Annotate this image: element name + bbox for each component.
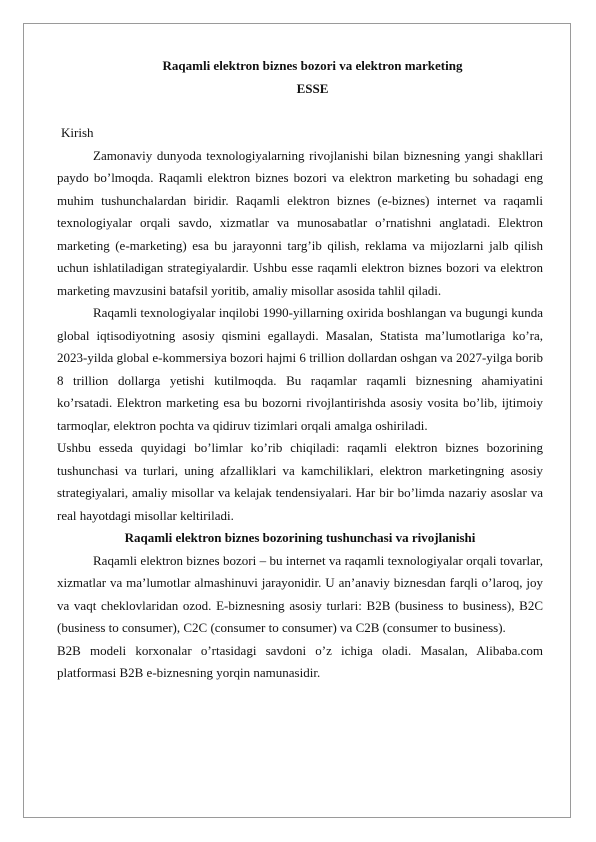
section-heading: Raqamli elektron biznes bozorining tushunchasi va rivojlanishi bbox=[124, 530, 476, 545]
paragraph-intro-2: Raqamli texnologiyalar inqilobi 1990-yillarning oxirida boshlangan va bugungi kunda global iqtisodiyotning asosiy qismini egallaydi. Masalan, Statista ma’lumotlariga ko’ra, 2023-yilda global e-kommersiya bozori hajmi 6 trillion dollardan oshgan va 2027-yilga borib 8 trillion dollarga yetishi kutilmoqda. Bu raqamlar raqamli biznesning ahamiyatini ko’rsatadi. Elektron marketing esa bu bozorni rivojlantirishda asosiy vosita bo’lib, ijtimoiy tarmoqlar, elektron pochta va qidiruv tizimlari orqali amalga oshiriladi. bbox=[57, 305, 543, 433]
paragraph-section-1: Raqamli elektron biznes bozori – bu internet va raqamli texnologiyalar orqali tovarlar, xizmatlar va ma’lumotlar almashinuvi jarayonidir. U an’anaviy biznesdan farqli o’laroq, joy va vaqt cheklovlaridan ozod. E-biznesning asosiy turlari: B2B (business to business), B2C (business to consumer), C2C (consumer to consumer) va C2B (consumer to business). bbox=[57, 552, 543, 635]
essay-body bbox=[57, 55, 543, 685]
document-subtitle: ESSE bbox=[296, 80, 329, 96]
paragraph-intro-1: Zamonaviy dunyoda texnologiyalarning rivojlanishi bilan biznesning yangi shakllari paydo bo’lmoqda. Raqamli elektron biznes bozori va elektron marketing bu sohadagi eng muhim tushunchalardan biridir. Raqamli elektron biznes (e-biznes) internet va raqamli texnologiyalar orqali savdo, xizmatlar va munosabatlar o’rnatishni anglatadi. Elektron marketing (e-marketing) esa bu jarayonni targ’ib qilish, reklama va mijozlarni jalb qilish uchun ishlatiladigan strategiyalardir. Ushbu esse raqamli elektron biznes bozori va elektron marketing mavzusini batafsil yoritib, amaliy misollar asosida tahlil qiladi. bbox=[57, 147, 543, 298]
paragraph-intro-3: Ushbu esseda quyidagi bo’limlar ko’rib chiqiladi: raqamli elektron biznes bozorining tushunchasi va turlari, uning afzalliklari va kamchiliklari, elektron marketingning asosiy strategiyalari, amaliy misollar va kelajak tendensiyalari. Har bir bo’limda nazariy asoslar va real hayotdagi misollar keltiriladi. bbox=[57, 440, 543, 523]
document-title: Raqamli elektron biznes bozori va elektron marketing bbox=[162, 58, 463, 73]
paragraph-section-2: B2B modeli korxonalar o’rtasidagi savdoni o’z ichiga oladi. Masalan, Alibaba.com platformasi B2B e-biznesning yorqin namunasidir. bbox=[57, 642, 543, 680]
intro-heading: Kirish bbox=[61, 125, 94, 140]
